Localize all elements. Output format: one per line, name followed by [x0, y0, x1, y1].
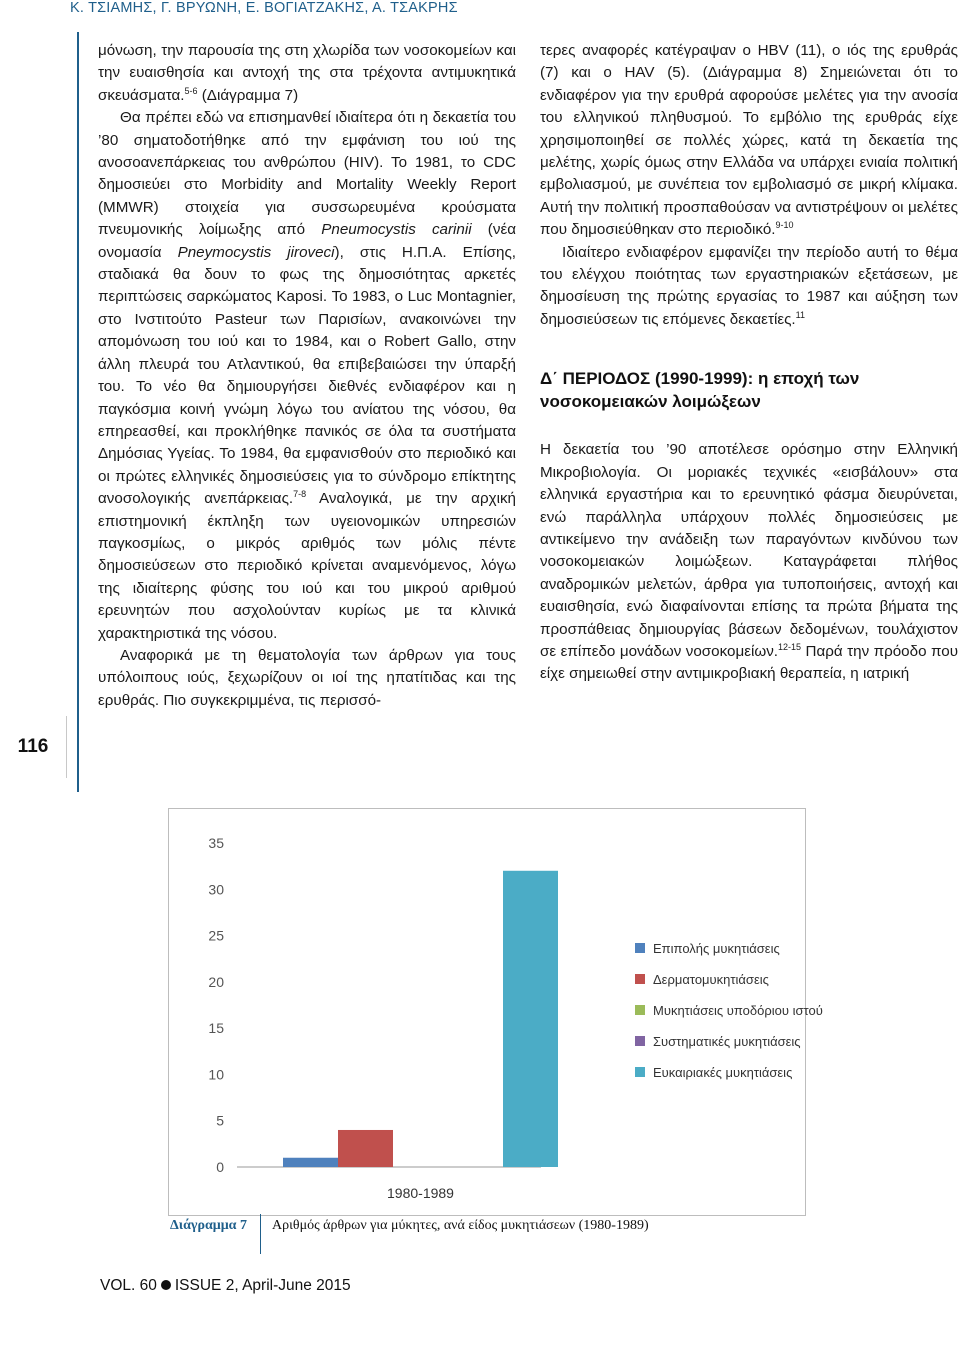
paragraph: Ιδιαίτερο ενδιαφέρον εμφανίζει την περίοδο αυτή το θέμα του ελέγχου ποιότητας των εργαστηριακών εξετάσεων, με δημοσίευση της πρώτης εργασίας το 1987 και αύξηση των δημοσιεύσεων τις επόμενες δεκαετίες.$^{11}$ — [540, 243, 958, 328]
legend-swatch — [635, 1005, 645, 1015]
paragraph: τερες αναφορές κατέγραψαν ο HBV (11), ο ιός της ερυθράς (7) και ο HAV (5). (Διάγραμμα 8) Σημειώνεται ότι το ενδιαφέρον για την ερυθρά αφορούσε μελέτες για την ανοσία του ελληνικού πληθυσμού. Το εμβόλιο της ερυθράς είχε χρησιμοποιηθεί σε πολλές χώρες, κατά τη δεκαετία της μελέτης, χωρίς όμως στην Ελλάδα να υπάρχει ενιαία πολιτική εμβολιασμού, με συνέπεια τον εμβολιασμό σε μικρή κλίμακα. Αυτή την πολιτική προσπαθούσαν να αντιστρέψουν οι μελέτες που δημοσιεύθηκαν στο περιοδικό.$^{9-10}$ — [540, 42, 958, 239]
running-header: Κ. ΤΣΙΑΜΗΣ, Γ. ΒΡΥΩΝΗ, Ε. ΒΟΓΙΑΤΖΑΚΗΣ, Α. ΤΣΑΚΡΗΣ — [70, 0, 458, 16]
paragraph: Θα πρέπει εδώ να επισημανθεί ιδιαίτερα ότι η δεκαετία του ’80 σηματοδοτήθηκε από την εμφάνιση του ιού της ανοσοανεπάρκειας του ανθρώπου (HIV). Το 1981, το CDC δημοσιεύει στο Morbidity and Mortality Weekly Report (MMWR) στοιχεία για συσσωρευμένα κρούσματα πνευμονικής λοίμωξης από Pneumocystis carinii (νέα ονομασία Pneymocystis jiroveci), στις Η.Π.Α. Επίσης, σταδιακά θα δουν το φως της δημοσιότητας αρκετές περιπτώσεις σαρκώματος Kaposi. Το 1983, ο Luc Montagnier, στο Ινστιτούτο Pasteur των Παρισίων, ανακοινώνει την απομόνωση του ιού και το 1984, και ο Robert Gallo, στην άλλη πλευρά του Ατλαντικού, θα επιβεβαιώσει την ύπαρξή του. Το νέο θα δημιουργήσει διεθνές ενδιαφέρον και η παγκόσμια κοινή γνώμη λόγω του ανίατου της νόσου, θα επηρεασθεί, και προκλήθηκε πανικός σε όλα τα συστήματα Δημόσιας Υγείας. Το 1984, θα εμφανισθούν στο περιοδικό και οι πρώτες ελληνικές δημοσιεύσεις για το σύνδρομο επίκτητης ανοσολογικής ανεπάρκειας.$^{7-8}$ Αναλογικά, με την αρχική επιστημονική έκπληξη των υγειονομικών υπηρεσιών παγκοσμίως, ο μικρός αριθμός των μόλις πέντε δημοσιεύσεων στο περιοδικό κρίνεται αναμενόμενος, λόγω της ιδιαίτερης φύσης του ιού και του μικρού αριθμού ερευνητών που ασχολούνταν κυρίως με τα κλινικά χαρακτηριστικά της νόσου. — [98, 109, 516, 642]
bar-chart — [169, 809, 823, 1215]
footer-issue: ISSUE 2, April-June 2015 — [174, 1277, 351, 1294]
bar — [338, 1130, 393, 1167]
y-tick-label: 30 — [208, 881, 224, 898]
column-rule — [77, 32, 79, 792]
caption-label: Διάγραμμα 7 — [170, 1218, 247, 1233]
legend-swatch — [635, 974, 645, 984]
section-title: Δ΄ ΠΕΡΙΟΔΟΣ (1990-1999): η εποχή των νοσοκομειακών λοιμώξεων — [540, 369, 860, 412]
bar — [503, 871, 558, 1167]
paragraph: Αναφορικά με τη θεματολογία των άρθρων για τους υπόλοιπους ιούς, ξεχωρίζουν οι ιοί της ηπατίτιδας και της ερυθράς. Πιο συγκεκριμμένα, τις περισσό- — [98, 646, 516, 709]
chart-figure — [168, 808, 823, 1216]
y-tick-label: 35 — [208, 835, 224, 851]
caption-text: Αριθμός άρθρων για μύκητες, ανά είδος μυκητιάσεων (1980-1989) — [272, 1218, 649, 1233]
figure-caption — [160, 1214, 820, 1254]
footer — [100, 1277, 351, 1295]
legend-swatch — [635, 943, 645, 953]
right-column — [540, 40, 958, 686]
legend-label: Επιπολής μυκητιάσεις — [653, 941, 780, 956]
legend-swatch — [635, 1036, 645, 1046]
bar — [283, 1158, 338, 1167]
footer-volume: VOL. 60 — [100, 1277, 157, 1294]
legend-swatch — [635, 1067, 645, 1077]
page-number: 116 — [0, 716, 67, 778]
y-tick-label: 15 — [208, 1020, 224, 1037]
caption-divider — [260, 1214, 261, 1254]
paragraph: Η δεκαετία του ’90 αποτέλεσε ορόσημο στην Ελληνική Μικροβιολογία. Οι μοριακές τεχνικές «εισβάλουν» στα ελληνικά εργαστήρια και το ερευνητικό φάσμα διευρύνεται, ενώ παράλληλα υπάρχουν πολλές δημοσιεύσεις με αντικείμενο την ανάδειξη των παραγόντων κινδύνου των νοσοκομειακών λοιμώξεων. Καταγράφεται πλήθος αναδρομικών μελετών, άρθρα για τυποποιήσεις, αντοχή και ευαισθησία, ενώ διαφαίνονται επίσης τα πρώτα βήματα της προσπάθειας δημιουργίας βάσεων δεδομένων, τουλάχιστον σε επίπεδο μονάδων νοσοκομείων.$^{12-15}$ Παρά την πρόοδο που είχε σημειωθεί στην αντιμικροβιακή θεραπεία, η ιατρική — [540, 441, 958, 683]
y-tick-label: 0 — [216, 1159, 224, 1175]
legend-label: Δερματομυκητιάσεις — [653, 972, 769, 987]
bullet-icon — [161, 1280, 171, 1290]
y-tick-label: 10 — [208, 1066, 224, 1083]
x-tick-label: 1980-1989 — [387, 1185, 454, 1201]
legend-label: Ευκαιριακές μυκητιάσεις — [653, 1065, 793, 1080]
paragraph: μόνωση, την παρουσία της στη χλωρίδα των νοσοκομείων και την ευαισθησία και αντοχή της στα τρέχοντα αντιμυκητικά σκευάσματα.$^{5-6}$ (Διάγραμμα 7) — [98, 42, 516, 104]
left-column — [98, 40, 516, 712]
y-tick-label: 20 — [208, 973, 224, 990]
y-tick-label: 5 — [216, 1112, 224, 1129]
y-tick-label: 25 — [208, 927, 224, 944]
legend-label: Μυκητιάσεις υποδόριου ιστού — [653, 1003, 823, 1018]
legend-label: Συστηματικές μυκητιάσεις — [653, 1034, 801, 1049]
